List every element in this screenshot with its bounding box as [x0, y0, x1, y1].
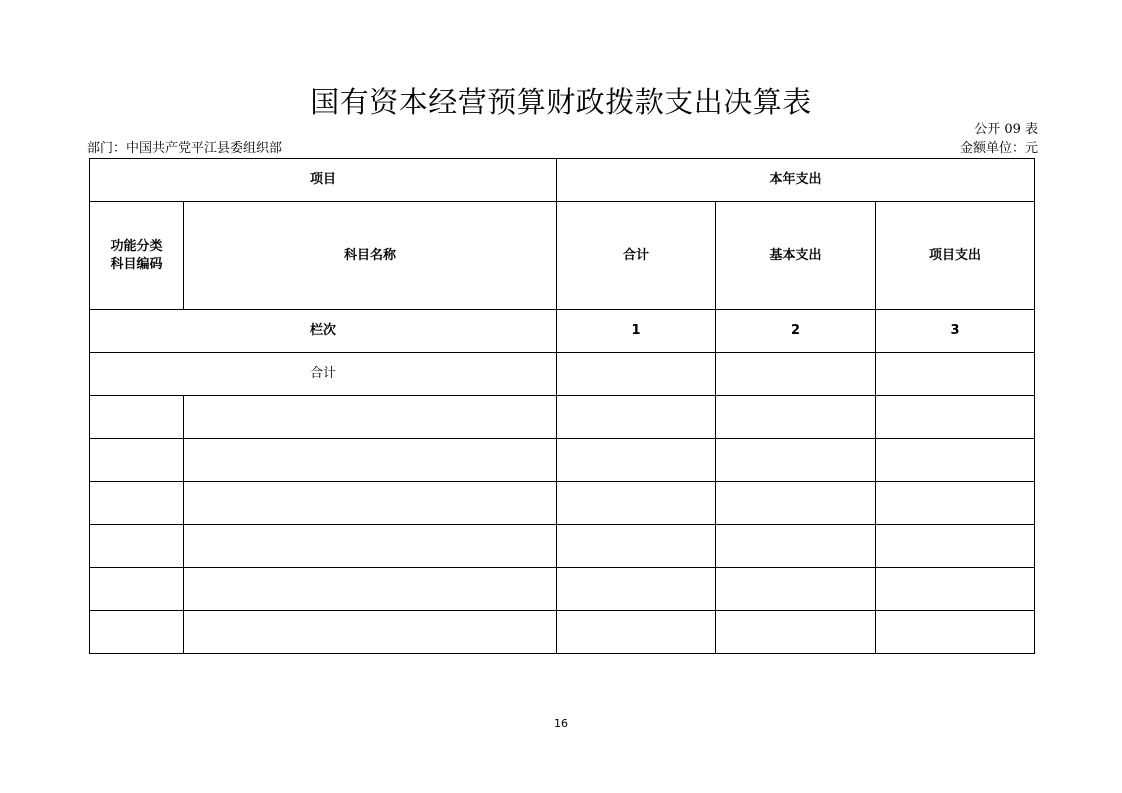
subject-name-cell [184, 482, 557, 525]
column-index-1: 1 [557, 310, 716, 353]
total-cell [557, 568, 716, 611]
code-cell [90, 611, 184, 654]
expenditure-table [89, 158, 1035, 654]
page-number: 16 [554, 717, 568, 730]
header-current-year-cell: 本年支出 [557, 159, 1035, 202]
basic-cell [716, 611, 876, 654]
subject-name-cell [184, 396, 557, 439]
column-index-2: 2 [716, 310, 876, 353]
code-cell [90, 396, 184, 439]
subject-name-cell [184, 568, 557, 611]
basic-cell [716, 525, 876, 568]
subject-name-cell [184, 439, 557, 482]
table-row [90, 525, 1035, 568]
subject-name-cell [184, 525, 557, 568]
total-project-cell [876, 353, 1035, 396]
basic-cell [716, 396, 876, 439]
total-cell [557, 482, 716, 525]
code-cell [90, 439, 184, 482]
form-code: 公开 09 表 [974, 122, 1038, 137]
header-item-cell: 项目 [90, 159, 557, 202]
department-label: 部门：中国共产党平江县委组织部 [87, 141, 283, 156]
project-cell [876, 568, 1035, 611]
total-row-label-cell: 合计 [90, 353, 557, 396]
header-project-cell: 项目支出 [876, 202, 1035, 310]
table-row [90, 439, 1035, 482]
header-function-code-line2: 科目编码 [110, 256, 163, 272]
total-basic-cell [716, 353, 876, 396]
project-cell [876, 482, 1035, 525]
table-row [90, 611, 1035, 654]
basic-cell [716, 568, 876, 611]
column-index-row [90, 310, 1035, 353]
table-row [90, 482, 1035, 525]
total-cell [557, 611, 716, 654]
total-cell [557, 396, 716, 439]
project-cell [876, 439, 1035, 482]
basic-cell [716, 439, 876, 482]
total-row [90, 353, 1035, 396]
header-subject-name-cell: 科目名称 [184, 202, 557, 310]
code-cell [90, 482, 184, 525]
header-function-code-line1: 功能分类 [110, 238, 163, 254]
project-cell [876, 525, 1035, 568]
project-cell [876, 396, 1035, 439]
code-cell [90, 568, 184, 611]
amount-unit-label: 金额单位：元 [959, 141, 1038, 156]
column-index-label-cell: 栏次 [90, 310, 557, 353]
total-cell [557, 525, 716, 568]
header-total-cell: 合计 [557, 202, 716, 310]
header-row-detail [90, 202, 1035, 310]
table-row [90, 396, 1035, 439]
code-cell [90, 525, 184, 568]
total-cell [557, 439, 716, 482]
column-index-3: 3 [876, 310, 1035, 353]
page-title: 国有资本经营预算财政拨款支出决算表 [310, 85, 812, 119]
table-row [90, 568, 1035, 611]
subject-name-cell [184, 611, 557, 654]
header-row-top [90, 159, 1035, 202]
header-basic-cell: 基本支出 [716, 202, 876, 310]
project-cell [876, 611, 1035, 654]
basic-cell [716, 482, 876, 525]
header-function-code-cell [90, 202, 184, 310]
total-amount-cell [557, 353, 716, 396]
